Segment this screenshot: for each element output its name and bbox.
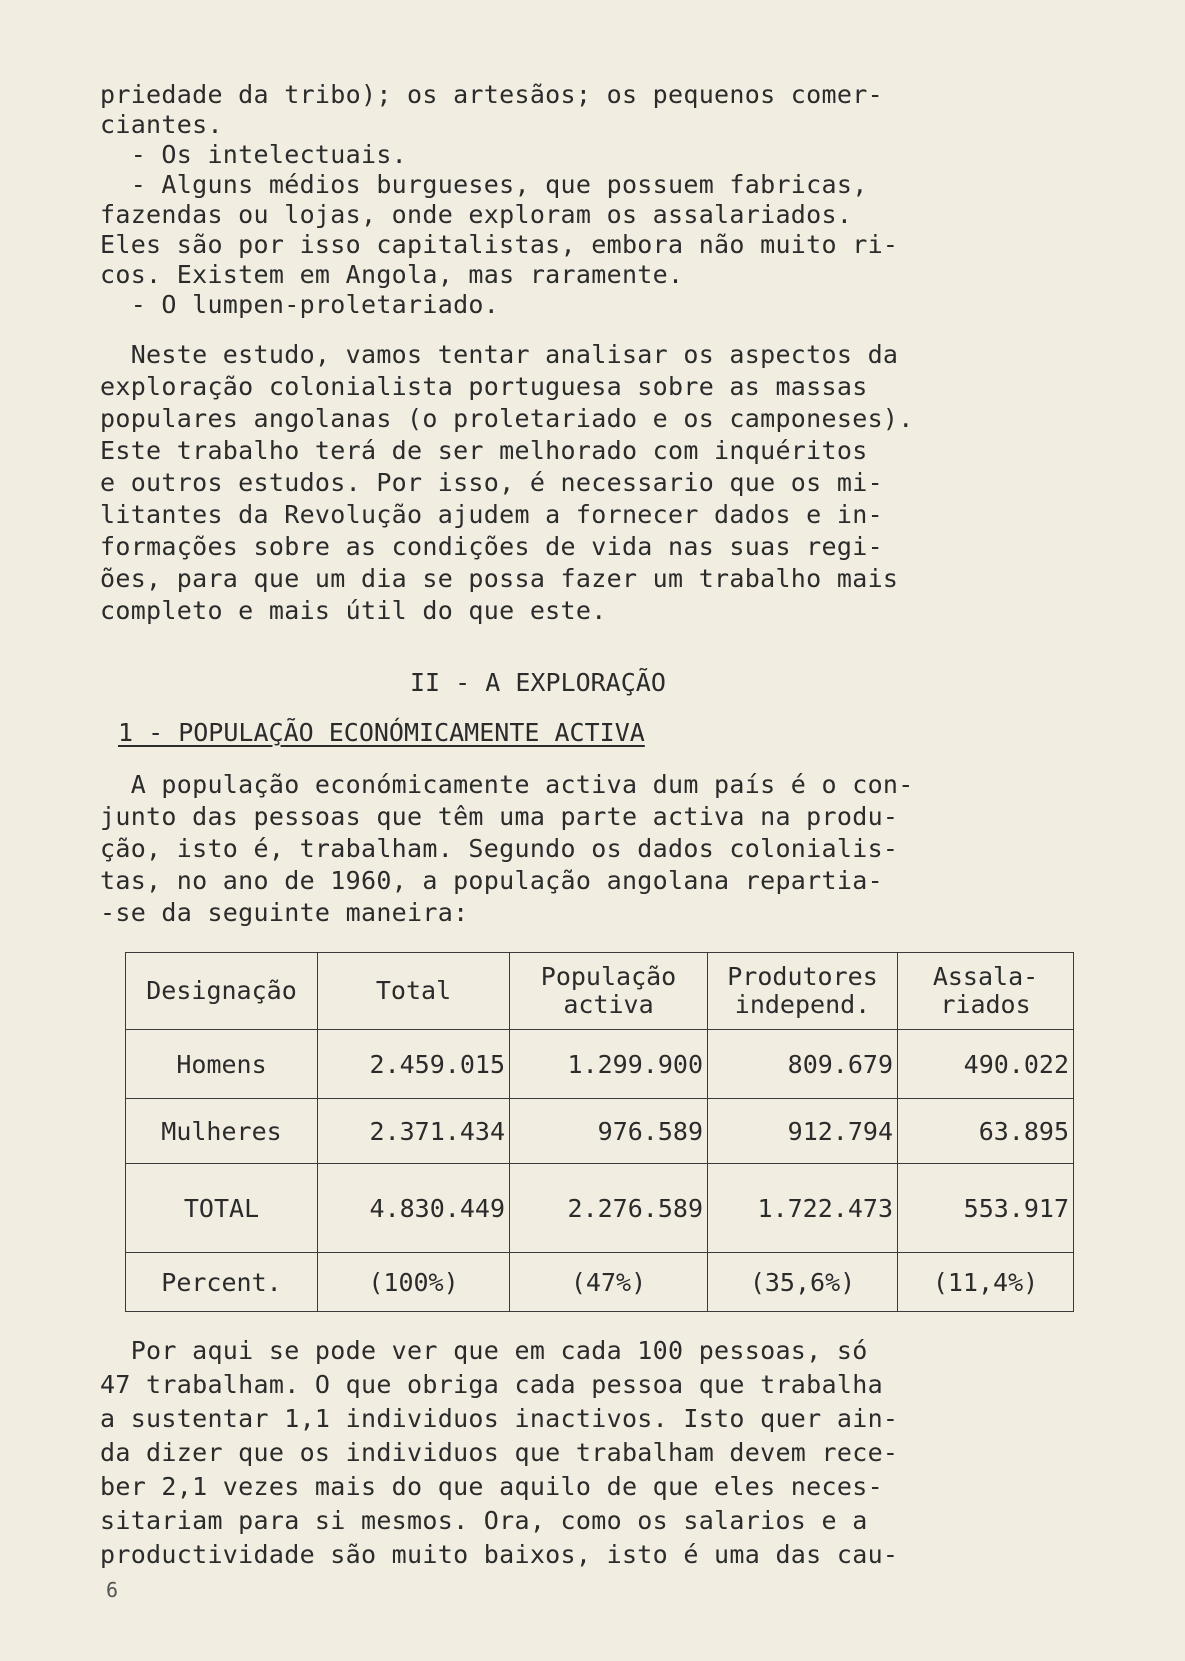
text-line: Este trabalho terá de ser melhorado com inquéritos: [100, 436, 868, 465]
text-line: completo e mais útil do que este.: [100, 596, 607, 625]
table-cell: Homens: [126, 1030, 318, 1099]
text-line: ões, para que um dia se possa fazer um trabalho mais: [100, 564, 899, 593]
text-line: formações sobre as condições de vida nas suas regi-: [100, 532, 883, 561]
page-number: 6: [106, 1578, 119, 1602]
table-cell: 2.459.015: [318, 1030, 510, 1099]
text-line: -se da seguinte maneira:: [100, 898, 469, 927]
text-line: litantes da Revolução ajudem a fornecer dados e in-: [100, 500, 883, 529]
subsection-title: 1 - POPULAÇÃO ECONÓMICAMENTE ACTIVA: [118, 718, 645, 747]
population-table: [125, 952, 1074, 1312]
text-line: da dizer que os individuos que trabalham devem rece-: [100, 1438, 899, 1467]
text-line: - O lumpen-proletariado.: [100, 290, 500, 319]
text-line: tas, no ano de 1960, a população angolana repartia-: [100, 866, 883, 895]
text-line: sitariam para si mesmos. Ora, como os salarios e a: [100, 1506, 868, 1535]
table-row: [126, 1030, 1074, 1099]
table-cell: 1.722.473: [708, 1164, 898, 1253]
table-cell: 2.276.589: [510, 1164, 708, 1253]
text-line: A população económicamente activa dum país é o con-: [100, 770, 914, 799]
table-cell: 63.895: [898, 1099, 1074, 1164]
text-line: priedade da tribo); os artesãos; os pequenos comer-: [100, 80, 883, 109]
section-title: II - A EXPLORAÇÃO: [410, 668, 666, 697]
table-header: Designação: [126, 953, 318, 1030]
text-line: cos. Existem em Angola, mas raramente.: [100, 260, 684, 289]
text-line: - Alguns médios burgueses, que possuem fabricas,: [100, 170, 868, 199]
table-cell: (47%): [510, 1253, 708, 1312]
table-cell: (100%): [318, 1253, 510, 1312]
table-header: População activa: [510, 953, 708, 1030]
text-line: - Os intelectuais.: [100, 140, 408, 169]
text-line: fazendas ou lojas, onde exploram os assalariados.: [100, 200, 853, 229]
text-line: exploração colonialista portuguesa sobre as massas: [100, 372, 868, 401]
table-row: [126, 1099, 1074, 1164]
text-line: ciantes.: [100, 110, 223, 139]
text-line: Neste estudo, vamos tentar analisar os aspectos da: [100, 340, 899, 369]
text-line: 47 trabalham. O que obriga cada pessoa que trabalha: [100, 1370, 883, 1399]
text-line: Por aqui se pode ver que em cada 100 pessoas, só: [100, 1336, 868, 1365]
table-cell: 4.830.449: [318, 1164, 510, 1253]
table-cell: TOTAL: [126, 1164, 318, 1253]
table-header-row: [126, 953, 1074, 1030]
table-cell: 553.917: [898, 1164, 1074, 1253]
table-cell: (35,6%): [708, 1253, 898, 1312]
text-line: e outros estudos. Por isso, é necessario que os mi-: [100, 468, 883, 497]
text-line: ber 2,1 vezes mais do que aquilo de que eles neces-: [100, 1472, 883, 1501]
text-line: Eles são por isso capitalistas, embora não muito ri-: [100, 230, 899, 259]
table-row: [126, 1164, 1074, 1253]
table-cell: (11,4%): [898, 1253, 1074, 1312]
table-header: Produtores independ.: [708, 953, 898, 1030]
table-cell: 912.794: [708, 1099, 898, 1164]
text-line: junto das pessoas que têm uma parte activa na produ-: [100, 802, 899, 831]
text-line: a sustentar 1,1 individuos inactivos. Isto quer ain-: [100, 1404, 899, 1433]
text-line: populares angolanas (o proletariado e os camponeses).: [100, 404, 914, 433]
table-row: [126, 1253, 1074, 1312]
text-line: productividade são muito baixos, isto é uma das cau-: [100, 1540, 899, 1569]
table-cell: Percent.: [126, 1253, 318, 1312]
table-header: Assala- riados: [898, 953, 1074, 1030]
table-cell: Mulheres: [126, 1099, 318, 1164]
text-line: ção, isto é, trabalham. Segundo os dados colonialis-: [100, 834, 899, 863]
table-header: Total: [318, 953, 510, 1030]
table-cell: 1.299.900: [510, 1030, 708, 1099]
table-cell: 809.679: [708, 1030, 898, 1099]
table-cell: 2.371.434: [318, 1099, 510, 1164]
table-cell: 976.589: [510, 1099, 708, 1164]
table-cell: 490.022: [898, 1030, 1074, 1099]
